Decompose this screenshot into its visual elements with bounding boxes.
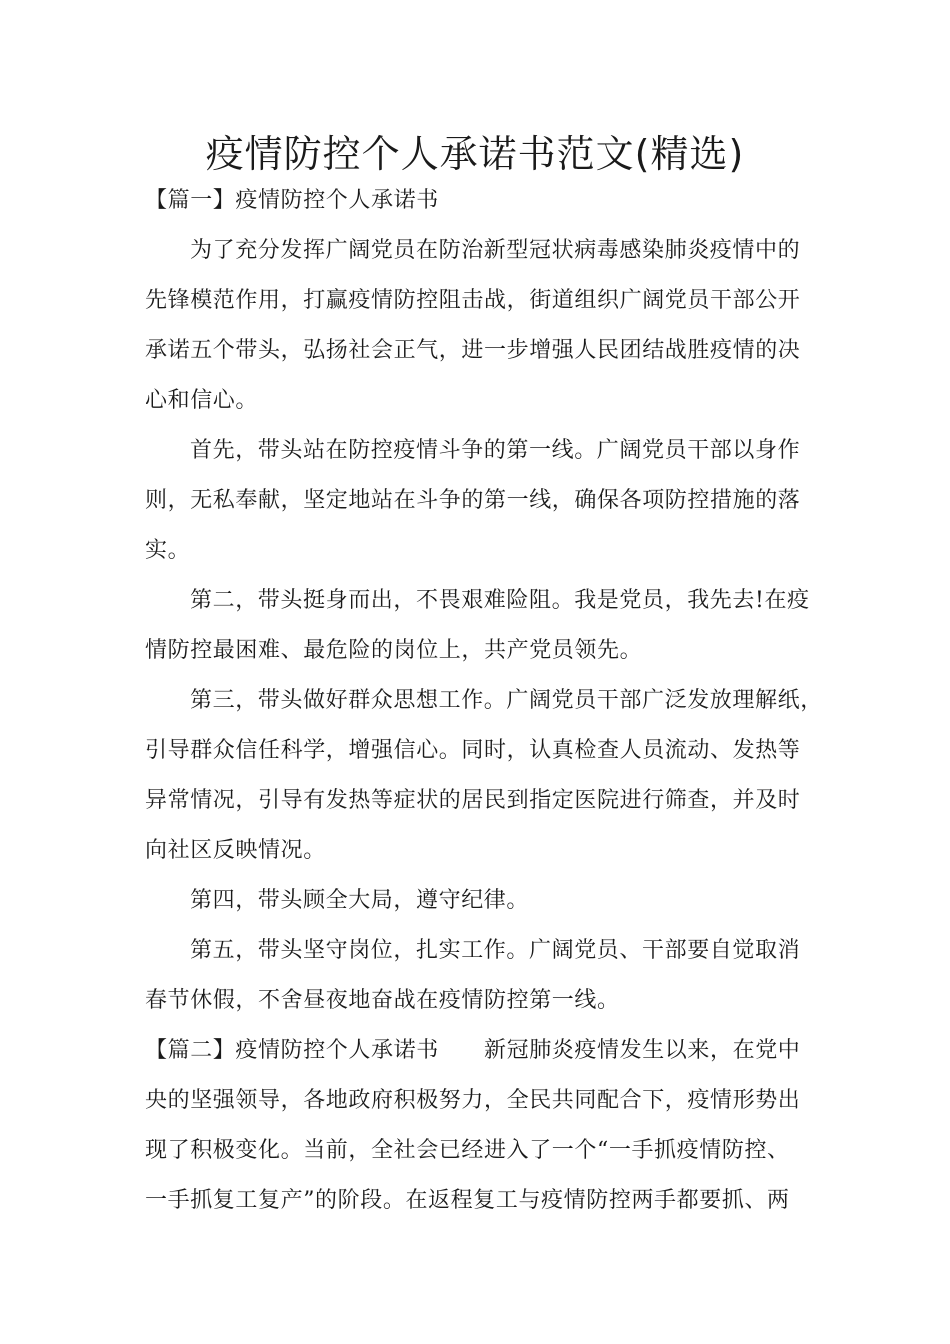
paragraph-line: 心和信心。 — [145, 388, 259, 413]
paragraph-line: 第五，带头坚守岗位，扎实工作。广阔党员、干部要自觉取消 — [190, 938, 801, 963]
paragraph-line: 第四，带头顾全大局，遵守纪律。 — [190, 888, 530, 913]
paragraph-line: 首先，带头站在防控疫情斗争的第一线。广阔党员干部以身作 — [190, 438, 801, 463]
section-heading-1: 【篇一】疫情防控个人承诺书 — [145, 188, 439, 213]
section-heading-2: 【篇二】疫情防控个人承诺书 新冠肺炎疫情发生以来，在党中 — [145, 1038, 801, 1063]
paragraph-line: 先锋模范作用，打赢疫情防控阻击战，街道组织广阔党员干部公开 — [145, 288, 801, 313]
document-title: 疫情防控个人承诺书范文(精选) — [205, 132, 745, 176]
paragraph-line: 承诺五个带头，弘扬社会正气，进一步增强人民团结战胜疫情的决 — [145, 338, 801, 363]
paragraph-line: 异常情况，引导有发热等症状的居民到指定医院进行筛查，并及时 — [145, 788, 801, 813]
paragraph-line: 引导群众信任科学，增强信心。同时，认真检查人员流动、发热等 — [145, 738, 801, 763]
paragraph-line: 情防控最困难、最危险的岗位上，共产党员领先。 — [145, 638, 643, 663]
paragraph-line: 第三，带头做好群众思想工作。广阔党员干部广泛发放理解纸， — [190, 688, 823, 713]
paragraph-line: 向社区反映情况。 — [145, 838, 326, 863]
paragraph-line: 为了充分发挥广阔党员在防治新型冠状病毒感染肺炎疫情中的 — [190, 238, 801, 263]
paragraph-line: 第二，带头挺身而出，不畏艰难险阻。我是党员，我先去!在疫 — [190, 588, 810, 613]
paragraph-line: 则，无私奉献，坚定地站在斗争的第一线，确保各项防控措施的落 — [145, 488, 801, 513]
paragraph-line: 春节休假，不舍昼夜地奋战在疫情防控第一线。 — [145, 988, 620, 1013]
paragraph-line: 实。 — [145, 538, 191, 563]
paragraph-line: 一手抓复工复产”的阶段。在返程复工与疫情防控两手都要抓、两 — [145, 1188, 790, 1213]
paragraph-line: 现了积极变化。当前，全社会已经进入了一个“一手抓疫情防控、 — [145, 1138, 790, 1163]
paragraph-line: 央的坚强领导，各地政府积极努力，全民共同配合下，疫情形势出 — [145, 1088, 801, 1113]
